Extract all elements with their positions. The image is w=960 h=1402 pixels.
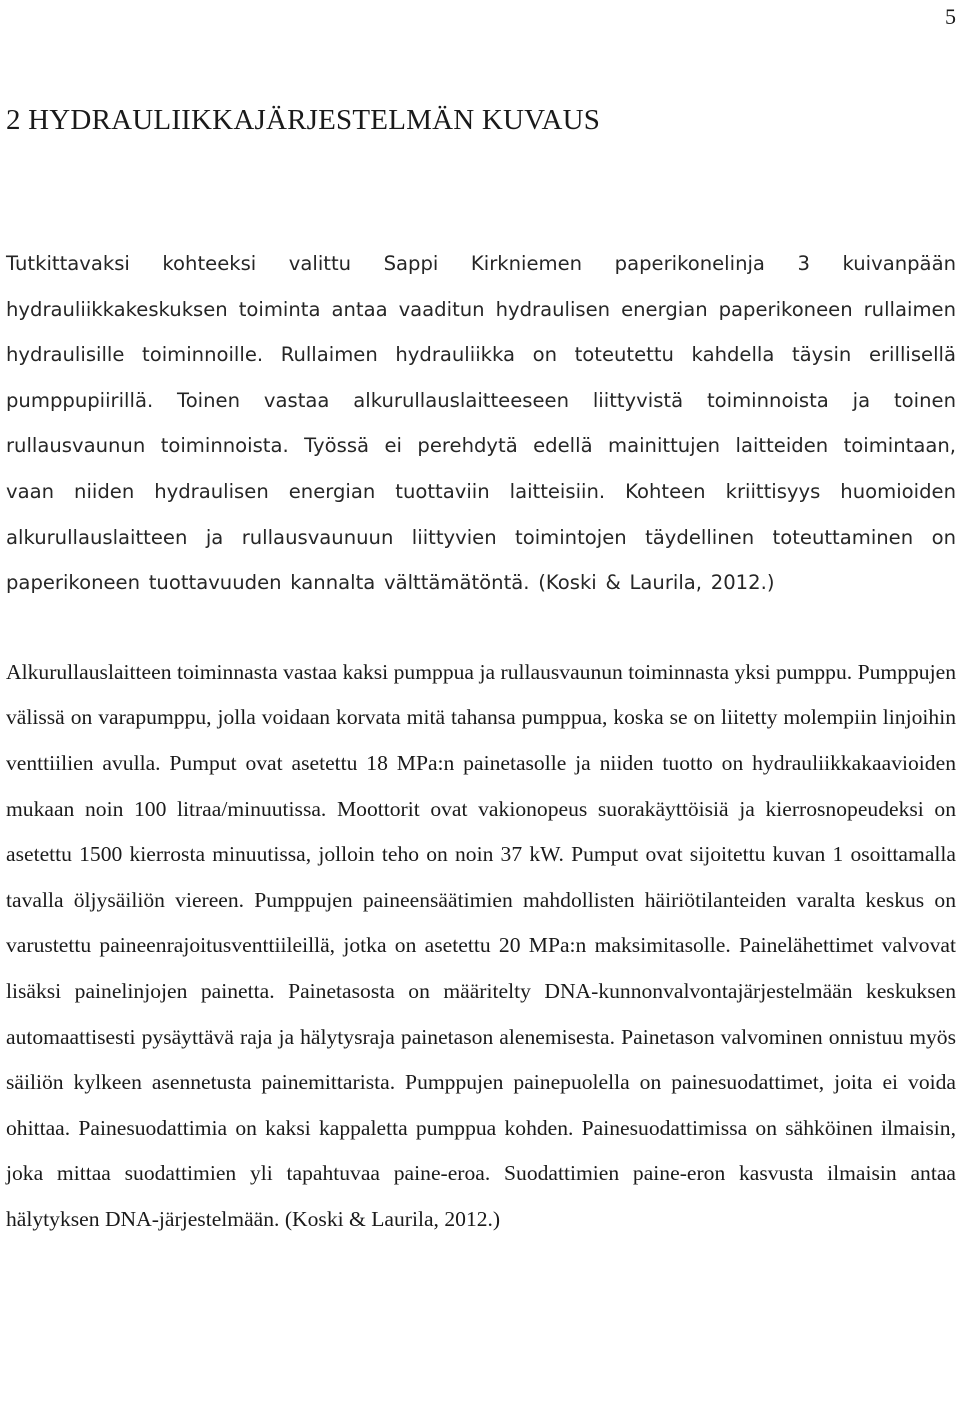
body-text	[6, 241, 956, 1242]
page-number: 5	[945, 4, 956, 29]
paragraph-1: Tutkittavaksi kohteeksi valittu Sappi Kirkniemen paperikonelinja 3 kuivanpään hydrauliikkakeskuksen toiminta antaa vaaditun hydraulisen energian paperikoneen rullaimen hydraulisille toiminnoille. Rullaimen hydrauliikka on toteutettu kahdella täysin erillisellä pumppupiirillä. Toinen vastaa alkurullauslaitteeseen liittyvistä toiminnoista ja toinen rullausvaunun toiminnoista. Työssä ei perehdytä edellä mainittujen laitteiden toimintaan, vaan niiden hydraulisen energian tuottaviin laitteisiin. Kohteen kriittisyys huomioiden alkurullauslaitteen ja rullausvaunuun liittyvien toimintojen täydellinen toteuttaminen on paperikoneen tuottavuuden kannalta välttämätöntä. (Koski & Laurila, 2012.)	[6, 252, 956, 595]
section-heading: 2 HYDRAULIIKKAJÄRJESTELMÄN KUVAUS	[6, 104, 601, 136]
paragraph-2: Alkurullauslaitteen toiminnasta vastaa kaksi pumppua ja rullausvaunun toiminnasta yksi pumppu. Pumppujen välissä on varapumppu, jolla voidaan korvata mitä tahansa pumppua, koska se on liitetty molempiin linjoihin venttiilien avulla. Pumput ovat asetettu 18 MPa:n painetasolle ja niiden tuotto on hydrauliikkakaavioiden mukaan noin 100 litraa/minuutissa. Moottorit ovat vakionopeus suorakäyttöisiä ja kierrosnopeudeksi on asetettu 1500 kierrosta minuutissa, jolloin teho on noin 37 kW. Pumput ovat sijoitettu kuvan 1 osoittamalla tavalla öljysäiliön viereen. Pumppujen paineensäätimien mahdollisten häiriötilanteiden varalta keskus on varustettu paineenrajoitusventtiileillä, jotka on asetettu 20 MPa:n maksimitasolle. Painelähettimet valvovat lisäksi painelinjojen painetta. Painetasosta on määritelty DNA-kunnonvalvontajärjestelmään keskuksen automaattisesti pysäyttävä raja ja hälytysraja painetason alenemisesta. Painetason valvominen onnistuu myös säiliön kylkeen asennetusta painemittarista. Pumppujen painepuolella on painesuodattimet, joita ei voida ohittaa. Painesuodattimia on kaksi kappaletta pumppua kohden. Painesuodattimissa on sähköinen ilmaisin, joka mittaa suodattimien yli tapahtuvaa paine-eroa. Suodattimien paine-eron kasvusta ilmaisin antaa hälytyksen DNA-järjestelmään. (Koski & Laurila, 2012.)	[6, 659, 956, 1231]
